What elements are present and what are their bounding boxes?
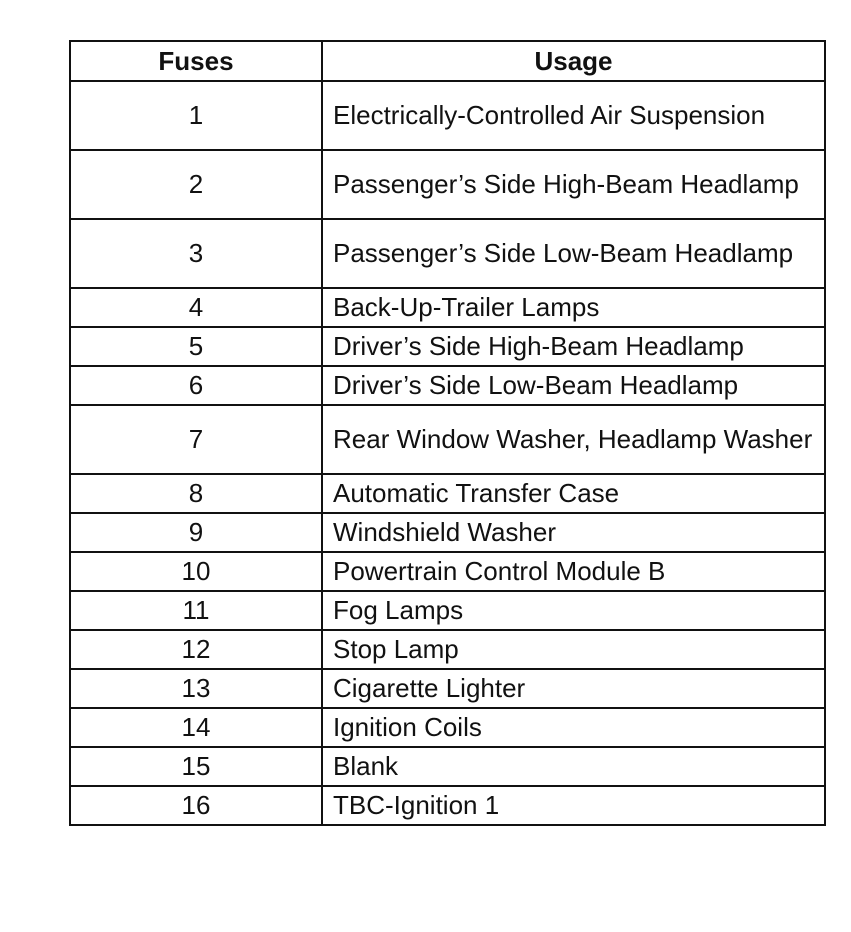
fuse-usage: Fog Lamps	[322, 591, 825, 630]
table-row	[70, 747, 825, 786]
fuse-number: 11	[70, 591, 322, 630]
fuse-number: 13	[70, 669, 322, 708]
header-row	[70, 41, 825, 81]
fuse-number: 9	[70, 513, 322, 552]
fuse-number: 14	[70, 708, 322, 747]
table-row	[70, 552, 825, 591]
table-row	[70, 405, 825, 474]
fuse-usage: Driver’s Side Low-Beam Headlamp	[322, 366, 825, 405]
fuse-usage: Electrically-Controlled Air Suspension	[322, 81, 825, 150]
fuse-usage: Blank	[322, 747, 825, 786]
fuse-number: 7	[70, 405, 322, 474]
fuse-usage: Powertrain Control Module B	[322, 552, 825, 591]
table-row	[70, 591, 825, 630]
table-row	[70, 150, 825, 219]
fuse-usage: Driver’s Side High-Beam Headlamp	[322, 327, 825, 366]
table-row	[70, 366, 825, 405]
header-fuses: Fuses	[70, 41, 322, 81]
fuse-number: 6	[70, 366, 322, 405]
fuse-number: 3	[70, 219, 322, 288]
table-header	[70, 41, 825, 81]
table-row	[70, 513, 825, 552]
table-row	[70, 81, 825, 150]
fuse-number: 2	[70, 150, 322, 219]
fuse-number: 10	[70, 552, 322, 591]
table-row	[70, 219, 825, 288]
fuse-usage: Stop Lamp	[322, 630, 825, 669]
fuse-number: 1	[70, 81, 322, 150]
fuse-usage-table	[69, 40, 826, 826]
fuse-number: 16	[70, 786, 322, 825]
table-row	[70, 288, 825, 327]
table-row	[70, 474, 825, 513]
fuse-number: 15	[70, 747, 322, 786]
fuse-usage: Windshield Washer	[322, 513, 825, 552]
table-body	[70, 81, 825, 825]
header-usage: Usage	[322, 41, 825, 81]
fuse-number: 4	[70, 288, 322, 327]
fuse-usage: Passenger’s Side High-Beam Headlamp	[322, 150, 825, 219]
table-row	[70, 708, 825, 747]
fuse-number: 8	[70, 474, 322, 513]
fuse-usage: Cigarette Lighter	[322, 669, 825, 708]
fuse-usage: Back-Up-Trailer Lamps	[322, 288, 825, 327]
table-row	[70, 669, 825, 708]
fuse-number: 12	[70, 630, 322, 669]
fuse-usage: Rear Window Washer, Headlamp Washer	[322, 405, 825, 474]
fuse-number: 5	[70, 327, 322, 366]
table-row	[70, 786, 825, 825]
fuse-usage: TBC-Ignition 1	[322, 786, 825, 825]
fuse-usage: Passenger’s Side Low-Beam Headlamp	[322, 219, 825, 288]
fuse-usage: Automatic Transfer Case	[322, 474, 825, 513]
fuse-usage: Ignition Coils	[322, 708, 825, 747]
table-row	[70, 630, 825, 669]
table-row	[70, 327, 825, 366]
